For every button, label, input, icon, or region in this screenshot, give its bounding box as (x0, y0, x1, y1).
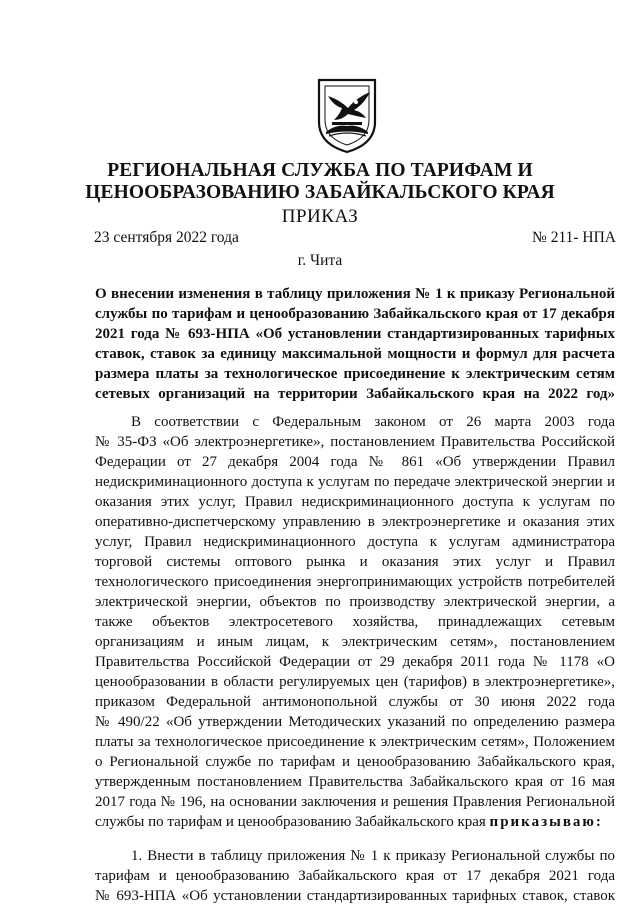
preamble-line: организациям и иным лицам, к электрическим сетям», постановлением (95, 634, 615, 650)
org-name-line-2: ЦЕНООБРАЗОВАНИЮ ЗАБАЙКАЛЬСКОГО КРАЯ (85, 182, 555, 203)
title-line: 2021 года № 693-НПА «Об установлении стандартизированных тарифных (95, 326, 615, 342)
document-number: № 211- НПА (532, 229, 616, 246)
preamble-line: Правительства Российской Федерации от 29 декабря 2011 года № 1178 «О (95, 654, 615, 670)
preamble-line: также объектов электросетевого хозяйства, принадлежащих сетевым (95, 614, 615, 630)
preamble-line: Федерации от 27 декабря 2004 года № 861 «Об утверждении Правил (95, 454, 615, 470)
preamble-line: ценообразовании в области регулируемых цен (тарифов) в электроэнергетике», (95, 674, 615, 690)
item-1-line: № 693-НПА «Об установлении стандартизированных тарифных ставок, ставок (95, 888, 615, 904)
preamble-line: о Региональной службе по тарифам и ценообразованию Забайкальского края, (95, 754, 615, 770)
preamble-line: № 490/22 «Об утверждении Методических указаний по определению размера (95, 714, 615, 730)
title-line: размера платы за технологическое присоединение к электрическим сетям (95, 366, 615, 382)
preamble-line: оказания этих услуг, Правил недискриминационного доступа к услугам по (95, 494, 615, 510)
preamble-line: электрической энергии, объектов по производству электрической энергии, а (95, 594, 615, 610)
title-line: сетевых организаций на территории Забайкальского края на 2022 год» (95, 386, 615, 402)
preamble-line: утвержденным постановлением Правительства Забайкальского края от 16 мая (95, 774, 615, 790)
item-1-line: тарифам и ценообразованию Забайкальского края от 17 декабря 2021 года (95, 868, 615, 884)
preamble-line: приказом Федеральной антимонопольной службы от 30 июня 2022 года (95, 694, 615, 710)
title-line: О внесении изменения в таблицу приложения № 1 к приказу Региональной (95, 286, 615, 302)
preamble-last-text: службы по тарифам и ценообразованию Забайкальского края (95, 814, 486, 830)
order-word: приказываю: (489, 814, 603, 830)
document-city: г. Чита (297, 252, 343, 269)
title-line: ставок, ставок за единицу максимальной мощности и формул для расчета (95, 346, 615, 362)
document-date: 23 сентября 2022 года (94, 229, 239, 246)
preamble-line: В соответствии с Федеральным законом от 26 марта 2003 года (131, 414, 615, 430)
preamble-line: услуг, Правил недискриминационного доступа к услугам администратора (95, 534, 615, 550)
item-1-line: 1. Внести в таблицу приложения № 1 к приказу Региональной службы по (131, 848, 615, 864)
org-name-line-1: РЕГИОНАЛЬНАЯ СЛУЖБА ПО ТАРИФАМ И (107, 160, 533, 181)
preamble-line: недискриминационного доступа к услугам по передаче электрической энергии и (95, 474, 615, 490)
preamble-line: торговой системы оптового рынка и оказания этих услуг и Правил (95, 554, 615, 570)
preamble-line: технологического присоединения энергопринимающих устройств потребителей (95, 574, 615, 590)
preamble-line: 2017 года № 196, на основании заключения и решения Правления Региональной (95, 794, 615, 810)
preamble-line: № 35-ФЗ «Об электроэнергетике», постановлением Правительства Российской (95, 434, 615, 450)
preamble-line: платы за технологическое присоединение к электрическим сетям», Положением (95, 734, 615, 750)
coat-of-arms-emblem (304, 74, 390, 154)
preamble-last-line (95, 814, 615, 831)
document-type: ПРИКАЗ (281, 206, 359, 227)
preamble-line: оперативно-диспетчерскому управлению в электроэнергетике и оказания этих (95, 514, 615, 530)
title-line: службы по тарифам и ценообразованию Забайкальского края от 17 декабря (95, 306, 615, 322)
